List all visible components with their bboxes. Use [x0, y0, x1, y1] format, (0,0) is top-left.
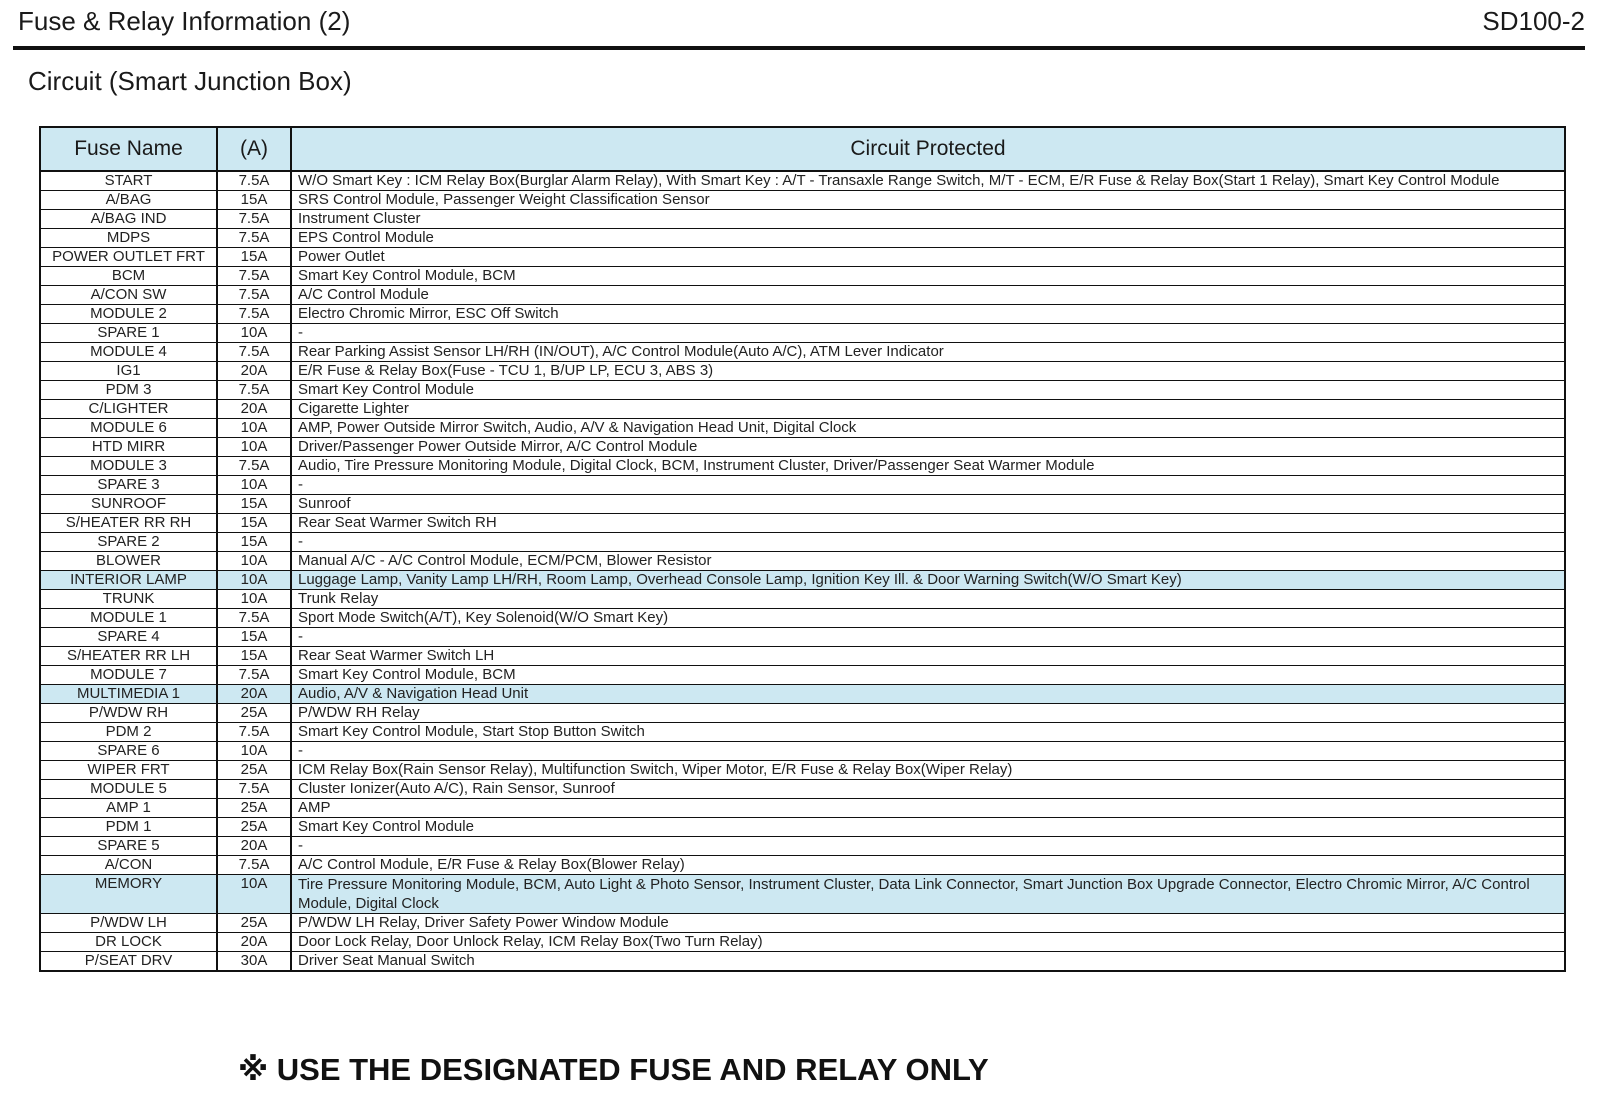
fuse-amperage-cell: 7.5A	[217, 229, 291, 248]
table-row	[40, 343, 1565, 362]
fuse-amperage-cell: 25A	[217, 761, 291, 780]
fuse-name-cell: MEMORY	[40, 875, 217, 914]
table-row	[40, 229, 1565, 248]
circuit-protected-cell: Manual A/C - A/C Control Module, ECM/PCM, Blower Resistor	[291, 552, 1565, 571]
fuse-amperage-cell: 25A	[217, 704, 291, 723]
circuit-protected-cell: -	[291, 476, 1565, 495]
fuse-amperage-cell: 10A	[217, 590, 291, 609]
circuit-protected-cell: Power Outlet	[291, 248, 1565, 267]
fuse-amperage-cell: 15A	[217, 191, 291, 210]
fuse-amperage-cell: 7.5A	[217, 286, 291, 305]
fuse-amperage-cell: 15A	[217, 628, 291, 647]
table-row	[40, 438, 1565, 457]
table-row	[40, 495, 1565, 514]
fuse-amperage-cell: 7.5A	[217, 723, 291, 742]
circuit-protected-cell: Sport Mode Switch(A/T), Key Solenoid(W/O Smart Key)	[291, 609, 1565, 628]
table-row	[40, 590, 1565, 609]
table-row	[40, 305, 1565, 324]
table-row	[40, 799, 1565, 818]
fuse-name-cell: MODULE 7	[40, 666, 217, 685]
fuse-amperage-cell: 15A	[217, 248, 291, 267]
fuse-name-cell: PDM 2	[40, 723, 217, 742]
fuse-name-cell: P/SEAT DRV	[40, 952, 217, 972]
column-header-circuit-protected: Circuit Protected	[291, 127, 1565, 171]
circuit-protected-cell: Luggage Lamp, Vanity Lamp LH/RH, Room Lamp, Overhead Console Lamp, Ignition Key Ill. & Door Warning Switch(W/O Smart Key)	[291, 571, 1565, 590]
table-row	[40, 191, 1565, 210]
table-row	[40, 514, 1565, 533]
circuit-protected-cell: -	[291, 533, 1565, 552]
page-header	[13, 0, 1585, 50]
circuit-protected-cell: P/WDW RH Relay	[291, 704, 1565, 723]
table-row	[40, 248, 1565, 267]
fuse-amperage-cell: 20A	[217, 933, 291, 952]
fuse-name-cell: PDM 1	[40, 818, 217, 837]
fuse-name-cell: SPARE 1	[40, 324, 217, 343]
table-row	[40, 818, 1565, 837]
fuse-name-cell: BCM	[40, 267, 217, 286]
section-title: Circuit (Smart Junction Box)	[28, 66, 352, 96]
fuse-table	[39, 126, 1566, 972]
circuit-protected-cell: Smart Key Control Module, Start Stop Button Switch	[291, 723, 1565, 742]
circuit-protected-cell: Tire Pressure Monitoring Module, BCM, Auto Light & Photo Sensor, Instrument Cluster, Data Link Connector, Smart Junction Box Upgrade Connector, Electro Chromic Mirror, A/C Control Module, Digital Clock	[291, 875, 1565, 914]
table-row	[40, 875, 1565, 914]
circuit-protected-cell: Smart Key Control Module	[291, 381, 1565, 400]
table-row	[40, 856, 1565, 875]
table-row	[40, 419, 1565, 438]
circuit-protected-cell: Rear Seat Warmer Switch RH	[291, 514, 1565, 533]
fuse-amperage-cell: 7.5A	[217, 210, 291, 229]
circuit-protected-cell: Smart Key Control Module, BCM	[291, 666, 1565, 685]
fuse-amperage-cell: 10A	[217, 476, 291, 495]
fuse-amperage-cell: 20A	[217, 400, 291, 419]
fuse-amperage-cell: 10A	[217, 552, 291, 571]
circuit-protected-cell: Rear Seat Warmer Switch LH	[291, 647, 1565, 666]
fuse-amperage-cell: 20A	[217, 685, 291, 704]
fuse-name-cell: POWER OUTLET FRT	[40, 248, 217, 267]
circuit-protected-cell: Smart Key Control Module, BCM	[291, 267, 1565, 286]
circuit-protected-cell: Rear Parking Assist Sensor LH/RH (IN/OUT), A/C Control Module(Auto A/C), ATM Lever Indicator	[291, 343, 1565, 362]
circuit-protected-cell: Cluster Ionizer(Auto A/C), Rain Sensor, Sunroof	[291, 780, 1565, 799]
circuit-protected-cell: E/R Fuse & Relay Box(Fuse - TCU 1, B/UP LP, ECU 3, ABS 3)	[291, 362, 1565, 381]
fuse-name-cell: P/WDW RH	[40, 704, 217, 723]
fuse-amperage-cell: 20A	[217, 837, 291, 856]
circuit-protected-cell: AMP, Power Outside Mirror Switch, Audio, A/V & Navigation Head Unit, Digital Clock	[291, 419, 1565, 438]
fuse-amperage-cell: 15A	[217, 647, 291, 666]
table-row	[40, 457, 1565, 476]
circuit-protected-cell: ICM Relay Box(Rain Sensor Relay), Multifunction Switch, Wiper Motor, E/R Fuse & Relay Box(Wiper Relay)	[291, 761, 1565, 780]
fuse-amperage-cell: 10A	[217, 438, 291, 457]
fuse-name-cell: MODULE 3	[40, 457, 217, 476]
fuse-amperage-cell: 10A	[217, 324, 291, 343]
fuse-name-cell: S/HEATER RR RH	[40, 514, 217, 533]
fuse-amperage-cell: 7.5A	[217, 343, 291, 362]
column-header-amperage: (A)	[217, 127, 291, 171]
fuse-name-cell: SPARE 2	[40, 533, 217, 552]
table-row	[40, 400, 1565, 419]
table-row	[40, 761, 1565, 780]
fuse-amperage-cell: 7.5A	[217, 666, 291, 685]
circuit-protected-cell: Door Lock Relay, Door Unlock Relay, ICM Relay Box(Two Turn Relay)	[291, 933, 1565, 952]
circuit-protected-cell: Electro Chromic Mirror, ESC Off Switch	[291, 305, 1565, 324]
table-row	[40, 533, 1565, 552]
fuse-amperage-cell: 7.5A	[217, 381, 291, 400]
fuse-name-cell: MODULE 6	[40, 419, 217, 438]
fuse-amperage-cell: 10A	[217, 875, 291, 914]
page-code: SD100-2	[1482, 6, 1585, 36]
circuit-protected-cell: -	[291, 837, 1565, 856]
fuse-name-cell: MODULE 5	[40, 780, 217, 799]
fuse-amperage-cell: 7.5A	[217, 267, 291, 286]
circuit-protected-cell: -	[291, 628, 1565, 647]
fuse-amperage-cell: 10A	[217, 571, 291, 590]
circuit-protected-cell: -	[291, 742, 1565, 761]
fuse-amperage-cell: 25A	[217, 799, 291, 818]
fuse-name-cell: SUNROOF	[40, 495, 217, 514]
circuit-protected-cell: AMP	[291, 799, 1565, 818]
table-row	[40, 571, 1565, 590]
fuse-name-cell: PDM 3	[40, 381, 217, 400]
fuse-amperage-cell: 25A	[217, 818, 291, 837]
fuse-name-cell: SPARE 3	[40, 476, 217, 495]
fuse-amperage-cell: 20A	[217, 362, 291, 381]
fuse-name-cell: SPARE 4	[40, 628, 217, 647]
fuse-amperage-cell: 7.5A	[217, 856, 291, 875]
column-header-fuse-name: Fuse Name	[40, 127, 217, 171]
table-row	[40, 628, 1565, 647]
circuit-protected-cell: Trunk Relay	[291, 590, 1565, 609]
fuse-name-cell: DR LOCK	[40, 933, 217, 952]
fuse-amperage-cell: 15A	[217, 514, 291, 533]
circuit-protected-cell: -	[291, 324, 1565, 343]
fuse-amperage-cell: 7.5A	[217, 780, 291, 799]
circuit-protected-cell: Sunroof	[291, 495, 1565, 514]
circuit-protected-cell: Cigarette Lighter	[291, 400, 1565, 419]
table-row	[40, 476, 1565, 495]
circuit-protected-cell: EPS Control Module	[291, 229, 1565, 248]
fuse-name-cell: MDPS	[40, 229, 217, 248]
circuit-protected-cell: Driver/Passenger Power Outside Mirror, A/C Control Module	[291, 438, 1565, 457]
circuit-protected-cell: A/C Control Module	[291, 286, 1565, 305]
table-row	[40, 914, 1565, 933]
fuse-name-cell: INTERIOR LAMP	[40, 571, 217, 590]
fuse-name-cell: BLOWER	[40, 552, 217, 571]
page-title: Fuse & Relay Information (2)	[18, 6, 351, 36]
fuse-amperage-cell: 10A	[217, 742, 291, 761]
table-row	[40, 324, 1565, 343]
fuse-name-cell: MODULE 4	[40, 343, 217, 362]
fuse-name-cell: SPARE 5	[40, 837, 217, 856]
fuse-name-cell: WIPER FRT	[40, 761, 217, 780]
fuse-amperage-cell: 7.5A	[217, 171, 291, 191]
table-row	[40, 171, 1565, 191]
fuse-name-cell: A/CON	[40, 856, 217, 875]
fuse-name-cell: S/HEATER RR LH	[40, 647, 217, 666]
fuse-name-cell: C/LIGHTER	[40, 400, 217, 419]
table-row	[40, 704, 1565, 723]
table-row	[40, 952, 1565, 972]
circuit-protected-cell: W/O Smart Key : ICM Relay Box(Burglar Alarm Relay), With Smart Key : A/T - Transaxle Range Switch, M/T - ECM, E/R Fuse & Relay Box(Start 1 Relay), Smart Key Control Module	[291, 171, 1565, 191]
fuse-name-cell: MULTIMEDIA 1	[40, 685, 217, 704]
fuse-name-cell: A/CON SW	[40, 286, 217, 305]
circuit-protected-cell: Instrument Cluster	[291, 210, 1565, 229]
circuit-protected-cell: Smart Key Control Module	[291, 818, 1565, 837]
footer-warning-note: ※ USE THE DESIGNATED FUSE AND RELAY ONLY	[238, 1052, 989, 1087]
circuit-protected-cell: A/C Control Module, E/R Fuse & Relay Box(Blower Relay)	[291, 856, 1565, 875]
table-row	[40, 780, 1565, 799]
table-row	[40, 210, 1565, 229]
fuse-name-cell: MODULE 2	[40, 305, 217, 324]
fuse-amperage-cell: 30A	[217, 952, 291, 972]
fuse-amperage-cell: 7.5A	[217, 457, 291, 476]
fuse-name-cell: HTD MIRR	[40, 438, 217, 457]
table-row	[40, 286, 1565, 305]
circuit-protected-cell: Audio, Tire Pressure Monitoring Module, Digital Clock, BCM, Instrument Cluster, Driver/Passenger Seat Warmer Module	[291, 457, 1565, 476]
table-row	[40, 381, 1565, 400]
fuse-name-cell: P/WDW LH	[40, 914, 217, 933]
table-row	[40, 723, 1565, 742]
fuse-name-cell: MODULE 1	[40, 609, 217, 628]
fuse-name-cell: IG1	[40, 362, 217, 381]
table-header-row	[40, 127, 1565, 171]
table-row	[40, 933, 1565, 952]
table-row	[40, 742, 1565, 761]
table-row	[40, 647, 1565, 666]
fuse-amperage-cell: 10A	[217, 419, 291, 438]
fuse-name-cell: SPARE 6	[40, 742, 217, 761]
fuse-amperage-cell: 7.5A	[217, 305, 291, 324]
fuse-amperage-cell: 15A	[217, 533, 291, 552]
circuit-protected-cell: Audio, A/V & Navigation Head Unit	[291, 685, 1565, 704]
fuse-amperage-cell: 15A	[217, 495, 291, 514]
circuit-protected-cell: Driver Seat Manual Switch	[291, 952, 1565, 972]
table-row	[40, 552, 1565, 571]
circuit-protected-cell: SRS Control Module, Passenger Weight Classification Sensor	[291, 191, 1565, 210]
fuse-table-body	[40, 171, 1565, 971]
circuit-protected-cell: P/WDW LH Relay, Driver Safety Power Window Module	[291, 914, 1565, 933]
fuse-name-cell: TRUNK	[40, 590, 217, 609]
table-row	[40, 837, 1565, 856]
fuse-name-cell: A/BAG	[40, 191, 217, 210]
fuse-amperage-cell: 7.5A	[217, 609, 291, 628]
fuse-name-cell: AMP 1	[40, 799, 217, 818]
table-row	[40, 685, 1565, 704]
fuse-amperage-cell: 25A	[217, 914, 291, 933]
table-row	[40, 609, 1565, 628]
fuse-name-cell: START	[40, 171, 217, 191]
table-row	[40, 666, 1565, 685]
table-row	[40, 267, 1565, 286]
fuse-name-cell: A/BAG IND	[40, 210, 217, 229]
table-row	[40, 362, 1565, 381]
